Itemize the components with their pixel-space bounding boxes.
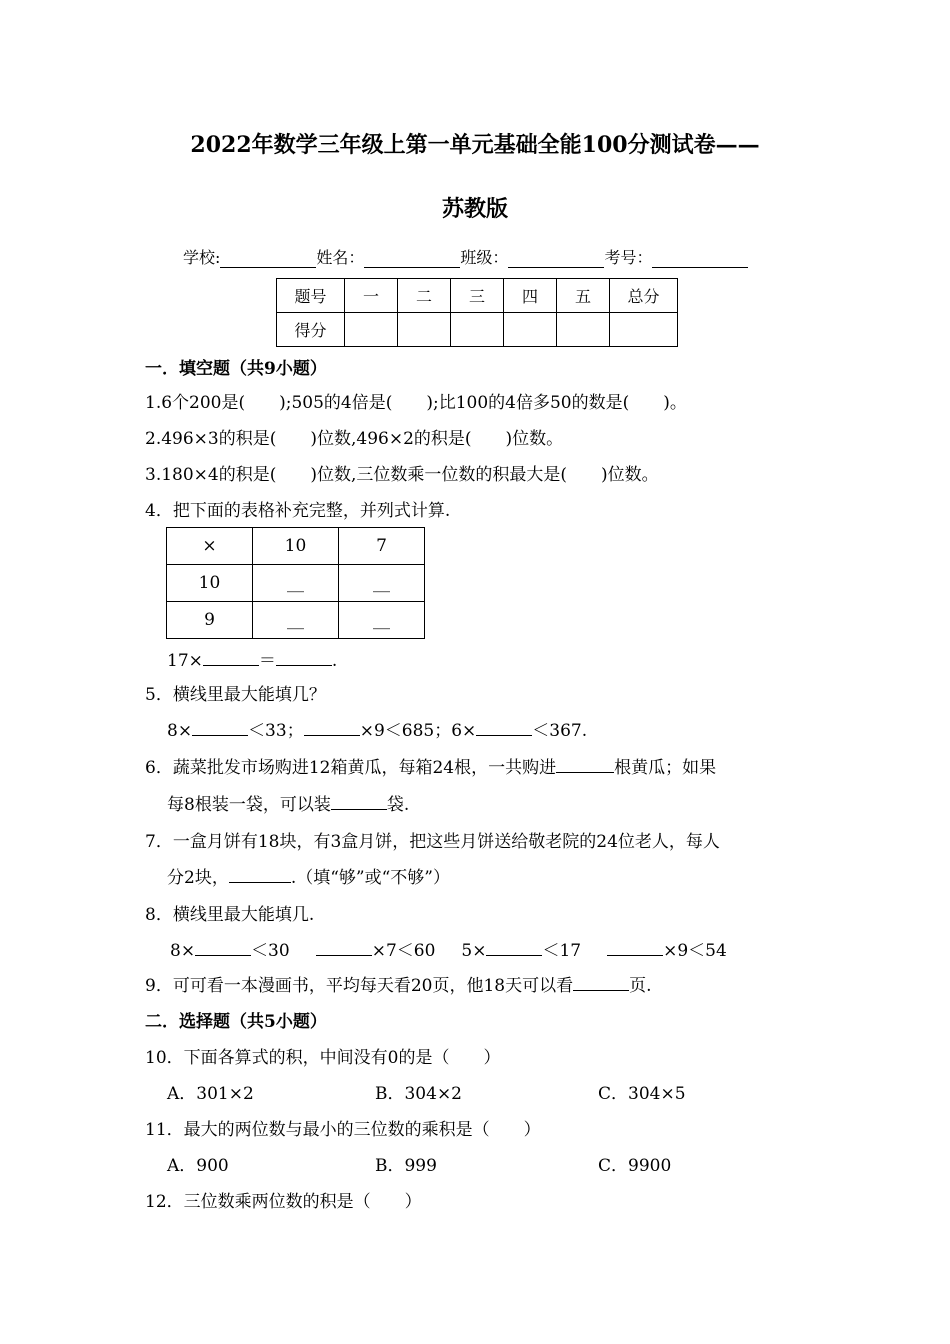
formula-part: ×9＜54	[663, 941, 727, 961]
student-info-row	[183, 245, 748, 268]
score-cell	[451, 313, 504, 347]
question-6-line1	[145, 753, 716, 778]
score-table-header-row	[277, 279, 678, 313]
q11-option-c: C．9900	[598, 1156, 672, 1176]
q11-option-b: B．999	[375, 1156, 437, 1176]
answer-blank	[331, 793, 387, 810]
formula-part: ×7＜60	[371, 941, 436, 961]
question-4-formula	[167, 646, 337, 671]
question-text: 页.	[629, 976, 652, 996]
class-blank	[508, 249, 604, 268]
answer-blank	[195, 939, 251, 956]
formula-part: 17×	[167, 651, 203, 671]
formula-part: ＜33；	[248, 721, 304, 741]
score-header-cell: 一	[345, 279, 398, 313]
score-cell	[610, 313, 678, 347]
name-label: 姓名：	[316, 248, 365, 267]
number-label: 考号：	[604, 248, 653, 267]
q11-option-a: A．900	[167, 1156, 229, 1176]
answer-blank	[192, 719, 248, 736]
mul-header-cell: ×	[167, 528, 253, 565]
q10-option-c: C．304×5	[598, 1084, 686, 1104]
exam-title-line1: 2022年数学三年级上第一单元基础全能100分测试卷——	[190, 132, 760, 158]
section2-heading: 二．选择题（共5小题）	[145, 1012, 327, 1032]
answer-blank	[607, 939, 663, 956]
score-header-cell: 五	[557, 279, 610, 313]
formula-part: 5×	[461, 941, 487, 961]
school-blank	[220, 249, 316, 268]
question-text: .（填“够”或“不够”）	[290, 868, 450, 888]
question-text: 6．蔬菜批发市场购进12箱黄瓜，每箱24根，一共购进	[145, 758, 557, 778]
formula-part: ＝	[258, 651, 276, 671]
formula-part: .	[331, 651, 338, 671]
formula-part: ×9＜685；6×	[359, 721, 477, 741]
question-text: 分2块，	[167, 868, 229, 888]
question-text: 每8根装一袋，可以装	[167, 795, 331, 815]
section1-heading: 一．填空题（共9小题）	[145, 359, 327, 379]
answer-blank	[556, 756, 614, 773]
score-cell	[345, 313, 398, 347]
question-text: 9．可可看一本漫画书，平均每天看20页，他18天可以看	[145, 976, 574, 996]
formula-part: ＜30	[251, 941, 290, 961]
question-text: 根黄瓜；如果	[614, 758, 717, 778]
question-2: 2.496×3的积是( )位数,496×2的积是( )位数。	[145, 429, 564, 449]
question-text: 袋.	[386, 795, 410, 815]
mul-answer-cell: __	[253, 602, 339, 639]
formula-part: 8×	[170, 941, 196, 961]
score-header-cell: 题号	[277, 279, 345, 313]
question-5-parts	[167, 716, 587, 741]
score-cell	[557, 313, 610, 347]
mul-header-cell: 7	[339, 528, 425, 565]
mul-row	[167, 565, 425, 602]
number-blank	[652, 249, 748, 268]
formula-part: ＜367.	[532, 721, 588, 741]
score-row-label: 得分	[277, 313, 345, 347]
answer-blank	[304, 719, 360, 736]
answer-blank	[276, 649, 332, 666]
mul-row	[167, 602, 425, 639]
formula-part: ＜17	[542, 941, 582, 961]
formula-part: 8×	[167, 721, 193, 741]
score-table-score-row	[277, 313, 678, 347]
multiplication-table	[166, 527, 425, 639]
question-8: 8．横线里最大能填几.	[145, 905, 315, 925]
class-label: 班级：	[460, 248, 509, 267]
q10-option-a: A．301×2	[167, 1084, 254, 1104]
question-7-line2	[167, 863, 450, 888]
score-cell	[398, 313, 451, 347]
mul-header-cell: 10	[253, 528, 339, 565]
question-9	[145, 971, 652, 996]
mul-answer-cell: __	[339, 565, 425, 602]
name-blank	[364, 249, 460, 268]
score-table	[276, 278, 678, 347]
score-header-cell: 二	[398, 279, 451, 313]
score-header-cell: 总分	[610, 279, 678, 313]
question-12: 12．三位数乘两位数的积是（ ）	[145, 1192, 422, 1212]
question-1: 1.6个200是( );505的4倍是( );比100的4倍多50的数是( )。	[145, 393, 687, 413]
question-7-line1: 7．一盒月饼有18块，有3盒月饼，把这些月饼送给敬老院的24位老人，每人	[145, 832, 720, 852]
answer-blank	[203, 649, 259, 666]
score-cell	[504, 313, 557, 347]
question-8-parts	[170, 936, 727, 961]
question-10: 10．下面各算式的积，中间没有0的是（ ）	[145, 1048, 501, 1068]
mul-answer-cell: __	[339, 602, 425, 639]
school-label: 学校:	[183, 248, 221, 267]
q10-option-b: B．304×2	[375, 1084, 463, 1104]
answer-blank	[486, 939, 542, 956]
mul-row-label: 9	[167, 602, 253, 639]
mul-row-label: 10	[167, 565, 253, 602]
exam-title-line2: 苏教版	[441, 196, 508, 222]
score-header-cell: 四	[504, 279, 557, 313]
mul-header-row	[167, 528, 425, 565]
mul-answer-cell: __	[253, 565, 339, 602]
answer-blank	[573, 974, 629, 991]
answer-blank	[476, 719, 532, 736]
answer-blank	[316, 939, 372, 956]
question-3: 3.180×4的积是( )位数,三位数乘一位数的积最大是( )位数。	[145, 465, 659, 485]
question-11: 11．最大的两位数与最小的三位数的乘积是（ ）	[145, 1120, 541, 1140]
question-4: 4．把下面的表格补充完整，并列式计算.	[145, 501, 451, 521]
score-header-cell: 三	[451, 279, 504, 313]
question-5: 5．横线里最大能填几？	[145, 685, 326, 705]
answer-blank	[229, 866, 291, 883]
question-6-line2	[167, 790, 409, 815]
